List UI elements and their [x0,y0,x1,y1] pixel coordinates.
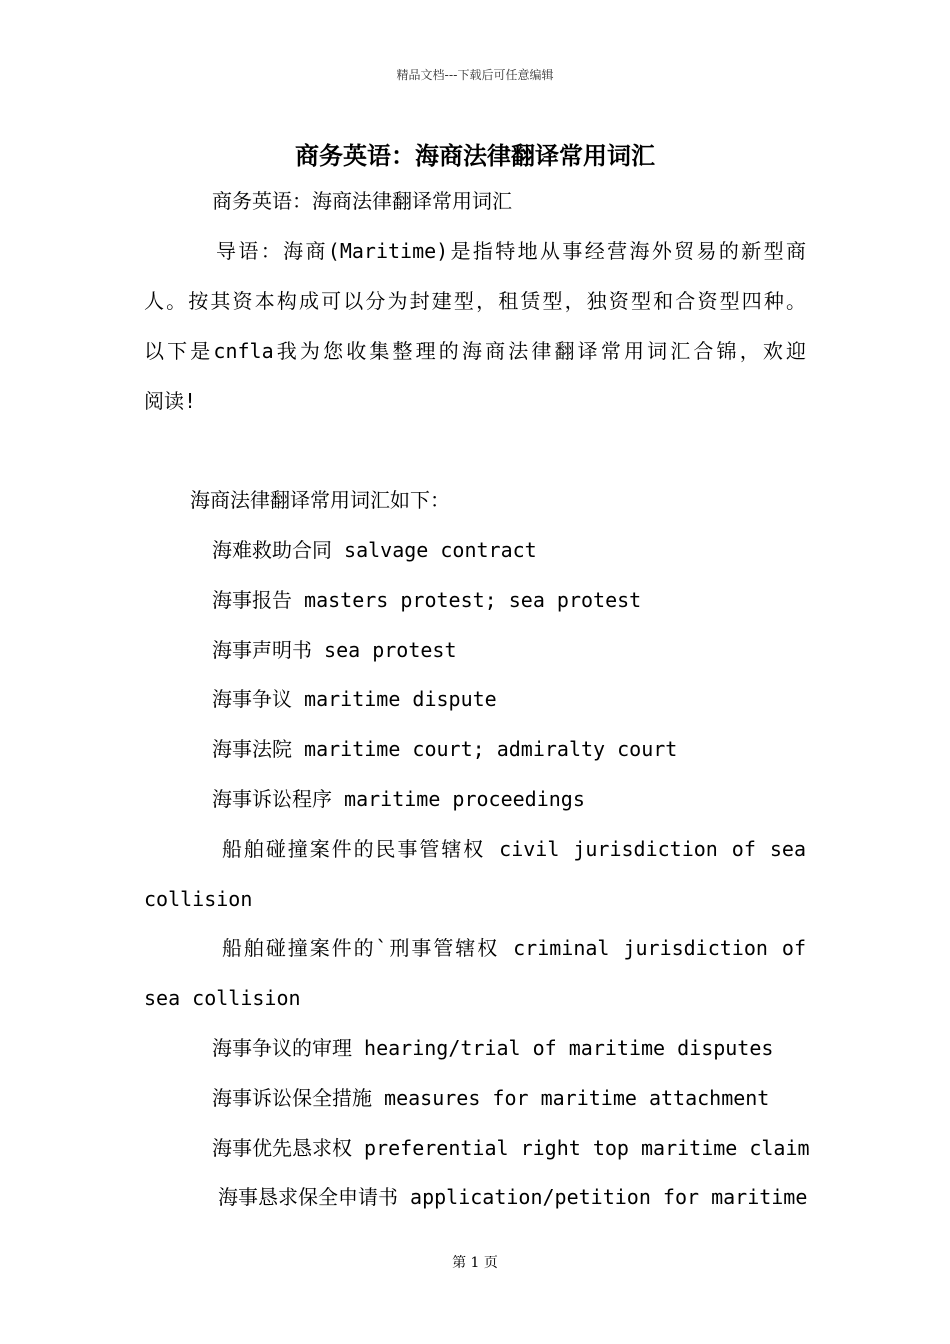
list-item: 海难救助合同 salvage contract [212,538,537,562]
subtitle: 商务英语：海商法律翻译常用词汇 [212,189,512,213]
list-item: 海事恳求保全申请书 application/petition for maritime [218,1185,808,1209]
page-number: 第 1 页 [452,1255,498,1271]
list-item: 海事优先恳求权 preferential right top maritime claim [212,1136,810,1160]
lead-line-4: 阅读! [144,389,197,413]
list-item-wrapped-line-1: 船舶碰撞案件的`刑事管辖权 criminal jurisdiction of [222,936,806,960]
list-heading: 海商法律翻译常用词汇如下： [190,488,450,512]
lead-line-2: 人。按其资本构成可以分为封建型，租赁型，独资型和合资型四种。 [144,289,806,313]
list-item: 海事声明书 sea protest [212,638,457,662]
list-item: 海事争议的审理 hearing/trial of maritime disputes [212,1036,774,1060]
list-item-wrapped-line-2: sea collision [144,986,301,1010]
document-title: 商务英语：海商法律翻译常用词汇 [295,142,655,170]
list-item: 海事争议 maritime dispute [212,687,497,711]
list-item-wrapped-line-2: collision [144,887,253,911]
list-item-wrapped-line-1: 船舶碰撞案件的民事管辖权 civil jurisdiction of sea [222,837,806,861]
list-item: 海事法院 maritime court; admiralty court [212,737,678,761]
list-item: 海事诉讼保全措施 measures for maritime attachment [212,1086,770,1110]
lead-line-3: 以下是cnfla我为您收集整理的海商法律翻译常用词汇合锦，欢迎 [144,339,806,363]
list-item: 海事报告 masters protest; sea protest [212,588,642,612]
page-header: 精品文档---下载后可任意编辑 [396,68,554,82]
list-item: 海事诉讼程序 maritime proceedings [212,787,585,811]
lead-line-1: 导语：海商(Maritime)是指特地从事经营海外贸易的新型商 [216,239,806,263]
